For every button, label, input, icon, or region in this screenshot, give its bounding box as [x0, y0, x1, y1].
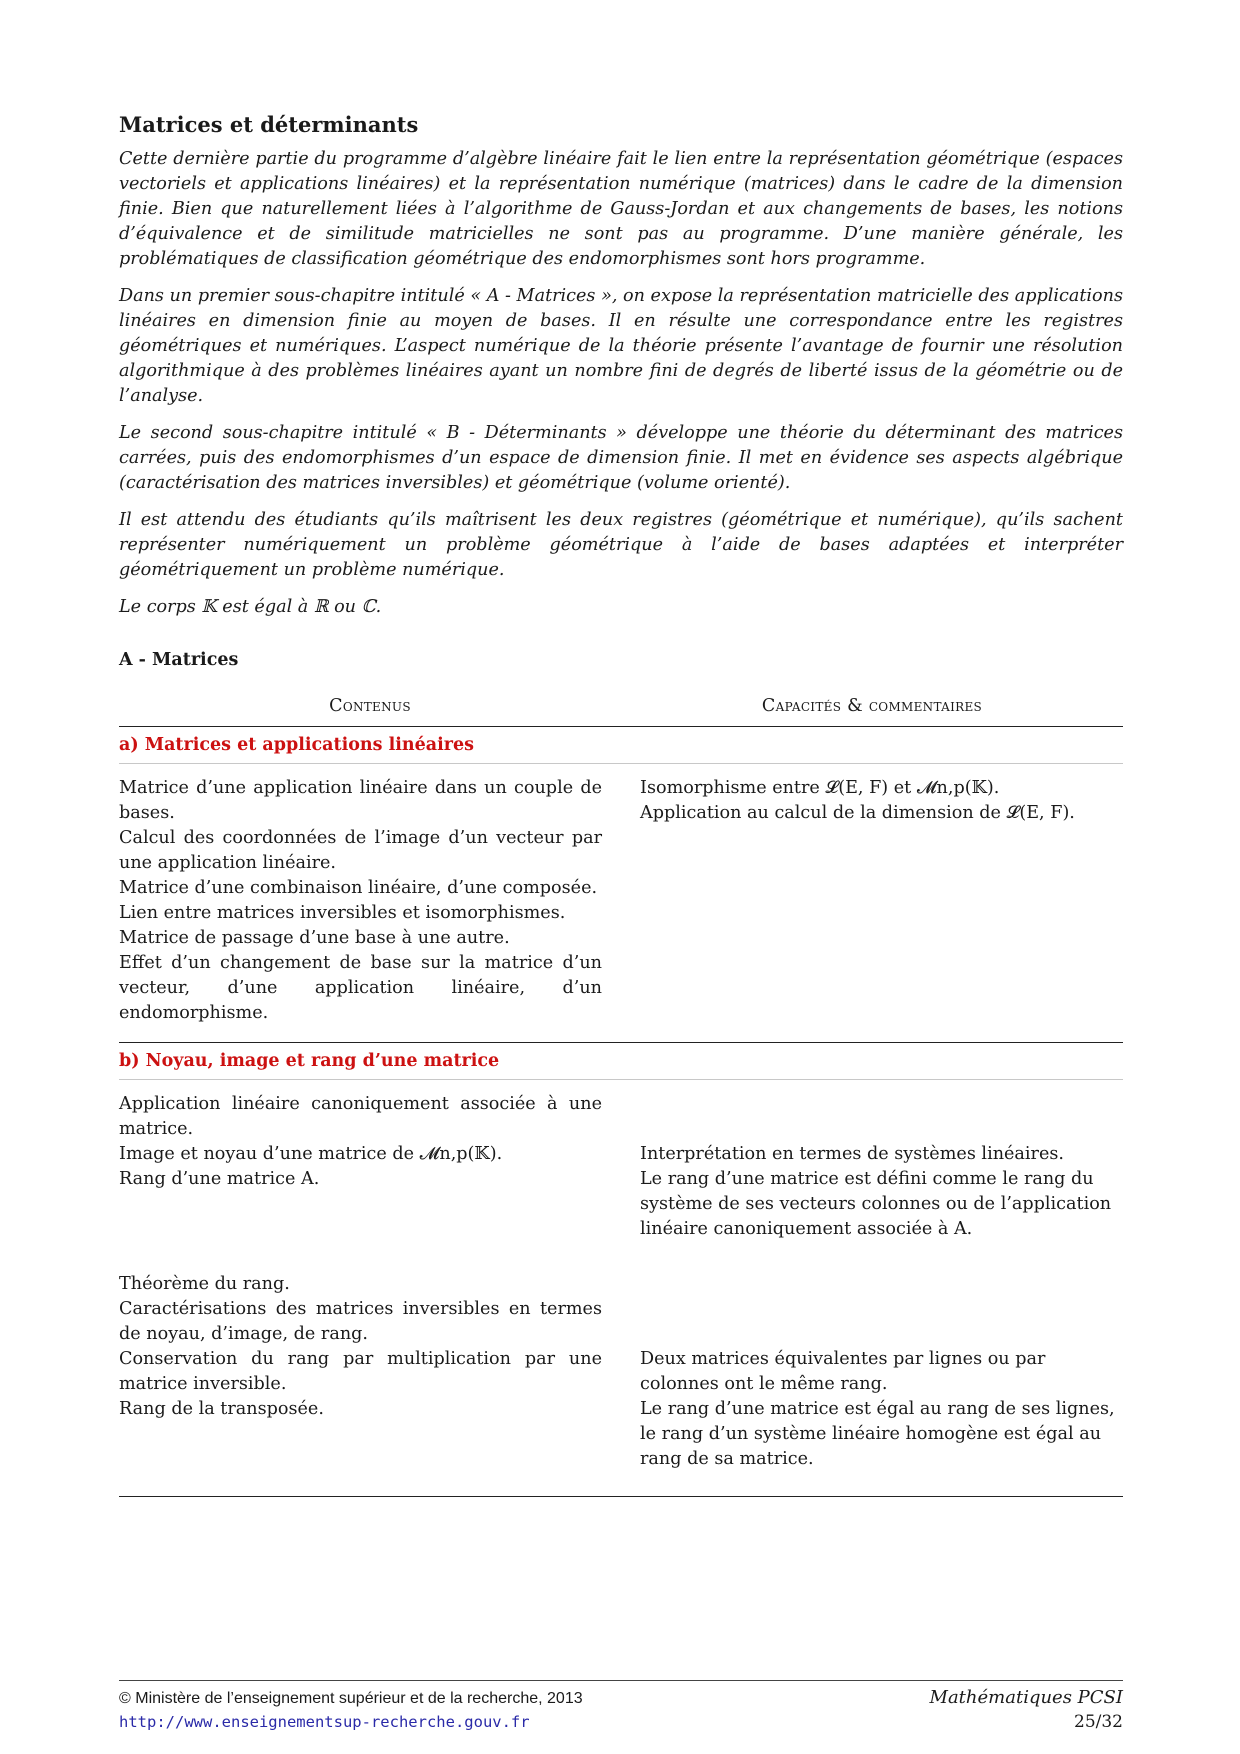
- intro-paragraph: Le corps 𝕂 est égal à ℝ ou ℂ.: [119, 597, 382, 617]
- copyright-notice: © Ministère de l’enseignement supérieur et de la recherche, 2013: [119, 1690, 583, 1707]
- subsection-b-heading: b) Noyau, image et rang d’une matrice: [119, 1043, 1123, 1080]
- capacity-item: Application au calcul de la dimension de 𝓛(E, F).: [640, 803, 1075, 823]
- document-page: [119, 112, 1123, 1497]
- contents-column: [119, 1272, 602, 1472]
- capacity-item: Isomorphisme entre 𝓛(E, F) et 𝓜n,p(𝕂).: [640, 778, 1000, 798]
- divider: [119, 1496, 1123, 1497]
- content-item: Rang de la transposée.: [119, 1399, 324, 1419]
- content-item: Image et noyau d’une matrice de 𝓜n,p(𝕂).: [119, 1144, 503, 1164]
- course-name: Mathématiques PCSI: [929, 1687, 1123, 1708]
- intro-paragraph: Il est attendu des étudiants qu’ils maîtrisent les deux registres (géométrique et numérique), qu’ils sachent représenter numériquement un problème géométrique à l’aide de bases adaptées et interpréter géométriquement un problème numérique.: [119, 510, 1123, 580]
- page-title: Matrices et déterminants: [119, 112, 419, 137]
- subsection-b-row-2: [119, 1252, 1123, 1482]
- intro: [119, 147, 1123, 620]
- subsection-a-heading: a) Matrices et applications linéaires: [119, 727, 1123, 764]
- section-heading: A - Matrices: [119, 650, 239, 670]
- header-capacities: Capacités & commentaires: [761, 696, 983, 716]
- spacer: [640, 1297, 1123, 1322]
- spacer: [640, 1322, 1123, 1347]
- contents-column: [119, 1092, 602, 1242]
- content-item: Matrice de passage d’une base à une autre.: [119, 928, 510, 948]
- spacer: [640, 1272, 1123, 1297]
- content-item: Effet d’un changement de base sur la matrice d’un vecteur, d’une application linéaire, d’un endomorphisme.: [119, 953, 602, 1023]
- content-item: Caractérisations des matrices inversibles en termes de noyau, d’image, de rang.: [119, 1299, 602, 1344]
- content-item: Matrice d’une combinaison linéaire, d’une composée.: [119, 878, 598, 898]
- content-item: Matrice d’une application linéaire dans un couple de bases.: [119, 778, 602, 823]
- intro-paragraph: Dans un premier sous-chapitre intitulé « A - Matrices », on expose la représentation matricielle des applications linéaires en dimension finie au moyen de bases. Il en résulte une correspondance entre les registres géométriques et numériques. L’aspect numérique de la théorie présente l’avantage de fournir une résolution algorithmique à des problèmes linéaires ayant un nombre fini de degrés de liberté issus de la géométrie ou de l’analyse.: [119, 286, 1123, 406]
- content-item: Théorème du rang.: [119, 1274, 290, 1294]
- page-footer: [119, 1680, 1123, 1732]
- capacities-column: [640, 1092, 1123, 1242]
- subsection-a-row: [119, 764, 1123, 1036]
- content-item: Application linéaire canoniquement associée à une matrice.: [119, 1094, 602, 1139]
- intro-paragraph: Cette dernière partie du programme d’algèbre linéaire fait le lien entre la représentation géométrique (espaces vectoriels et applications linéaires) et la représentation numérique (matrices) dans le cadre de la dimension finie. Bien que naturellement liées à l’algorithme de Gauss-Jordan et aux changements de bases, les notions d’équivalence et de similitude matricielles ne sont pas au programme. D’une manière générale, les problématiques de classification géométrique des endomorphismes sont hors programme.: [119, 149, 1123, 269]
- program-table: [119, 688, 1123, 1497]
- capacity-item: Interprétation en termes de systèmes linéaires.: [640, 1144, 1064, 1164]
- capacities-column: [640, 1272, 1123, 1472]
- table-header: [119, 688, 1123, 727]
- content-item: Conservation du rang par multiplication par une matrice inversible.: [119, 1349, 602, 1394]
- spacer: [640, 1092, 1123, 1117]
- capacities-column: [640, 776, 1123, 1026]
- website-link[interactable]: http://www.enseignementsup-recherche.gouv.fr: [119, 1713, 530, 1731]
- capacity-item: Le rang d’une matrice est défini comme le rang du système de ses vecteurs colonnes ou de l’application linéaire canoniquement associée à A.: [640, 1169, 1112, 1239]
- subsection-b-row-1: [119, 1080, 1123, 1252]
- capacity-item: Deux matrices équivalentes par lignes ou par colonnes ont le même rang.: [640, 1349, 1046, 1394]
- contents-column: [119, 776, 602, 1026]
- spacer: [640, 1117, 1123, 1142]
- capacity-item: Le rang d’une matrice est égal au rang de ses lignes, le rang d’un système linéaire homogène est égal au rang de sa matrice.: [640, 1399, 1115, 1469]
- content-item: Lien entre matrices inversibles et isomorphismes.: [119, 903, 566, 923]
- content-item: Rang d’une matrice A.: [119, 1169, 320, 1189]
- header-contents: Contenus: [329, 696, 411, 716]
- intro-paragraph: Le second sous-chapitre intitulé « B - Déterminants » développe une théorie du déterminant des matrices carrées, puis des endomorphismes d’un espace de dimension finie. Il met en évidence ses aspects algébrique (caractérisation des matrices inversibles) et géométrique (volume orienté).: [119, 423, 1123, 493]
- page-number: 25/32: [1074, 1712, 1123, 1732]
- content-item: Calcul des coordonnées de l’image d’un vecteur par une application linéaire.: [119, 828, 602, 873]
